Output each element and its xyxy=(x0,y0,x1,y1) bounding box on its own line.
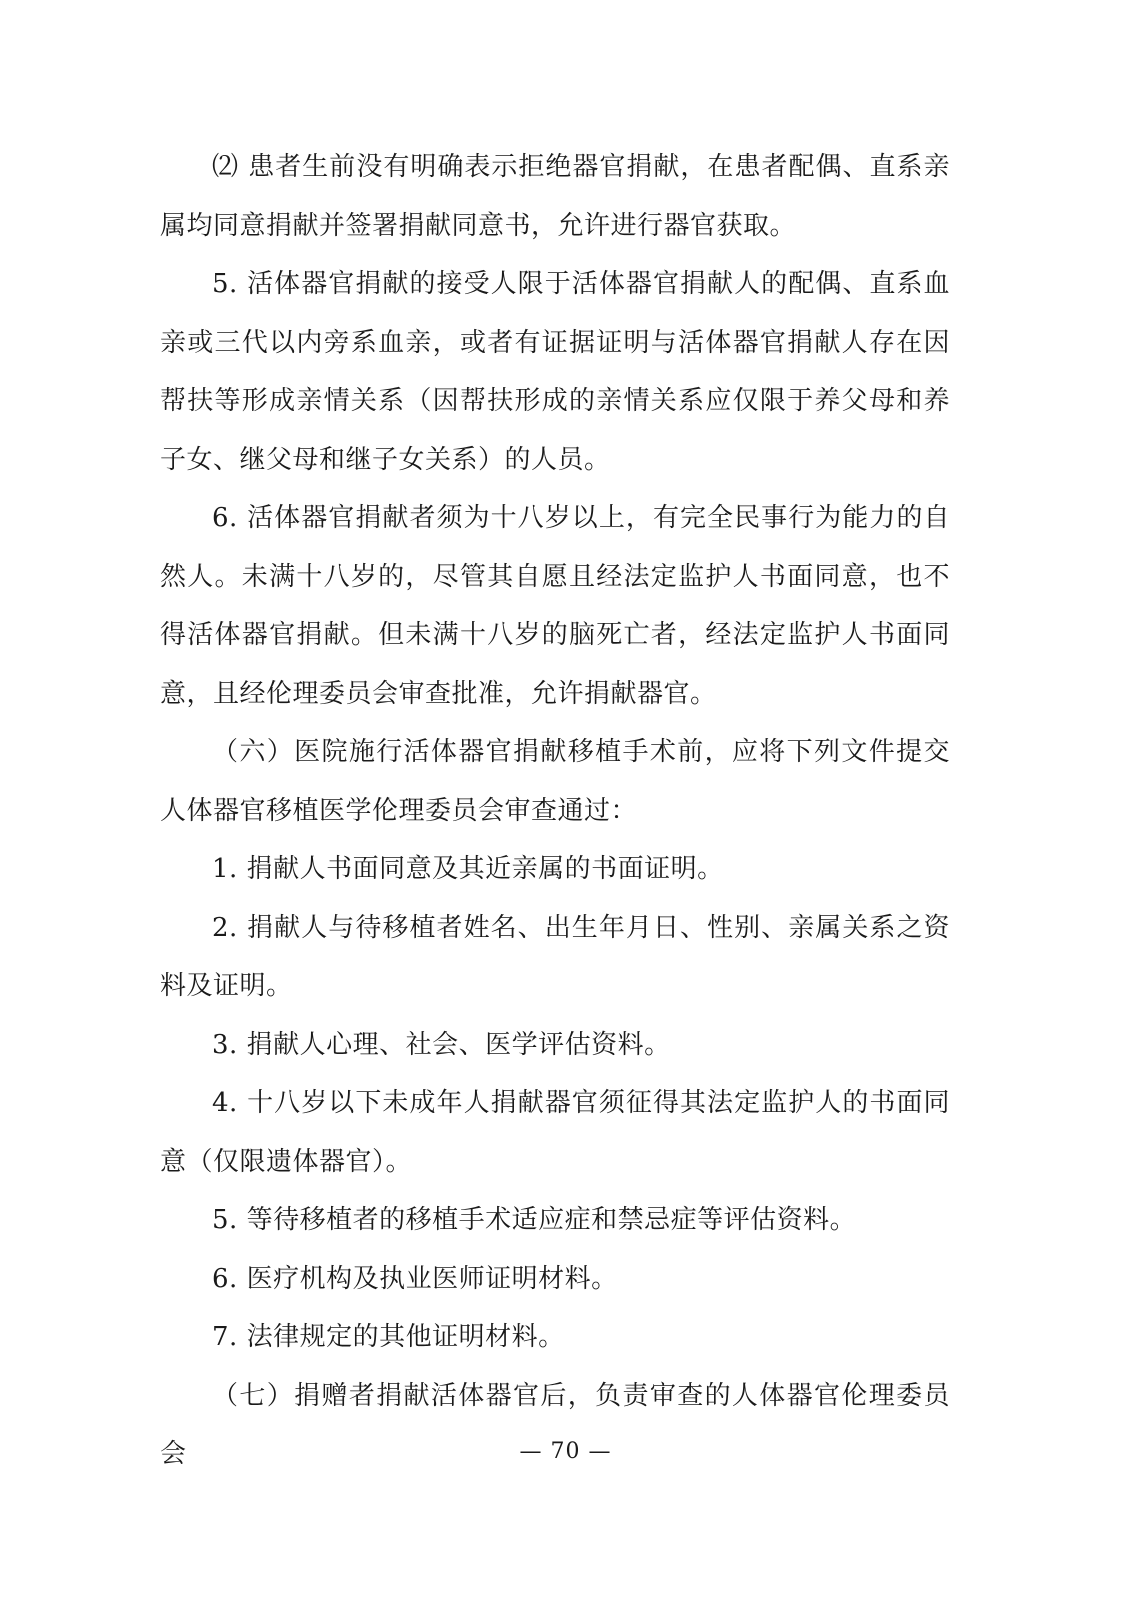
list-item-document-6: 6. 医疗机构及执业医师证明材料。 xyxy=(212,1263,618,1294)
paragraph-section-seven-heading: （七）捐赠者捐献活体器官后，负责审查的人体器官伦理委员会 xyxy=(160,1380,950,1469)
paragraph-donor-age: 6. 活体器官捐献者须为十八岁以上，有完全民事行为能力的自然人。未满十八岁的，尽管其自愿且经法定监护人书面同意，也不得活体器官捐献。但未满十八岁的脑死亡者，经法定监护人书面同意，且经伦理委员会审查批准，允许捐献器官。 xyxy=(160,503,950,709)
paragraph-recipient-scope: 5. 活体器官捐献的接受人限于活体器官捐献人的配偶、直系血亲或三代以内旁系血亲，或者有证据证明与活体器官捐献人存在因帮扶等形成亲情关系（因帮扶形成的亲情关系应仅限于养父母和养子女、继父母和继子女关系）的人员。 xyxy=(160,269,950,475)
list-item-document-1: 1. 捐献人书面同意及其近亲属的书面证明。 xyxy=(212,854,724,884)
list-item-document-5: 5. 等待移植者的移植手术适应症和禁忌症等评估资料。 xyxy=(212,1205,857,1235)
paragraph-section-six-heading: （六）医院施行活体器官捐献移植手术前，应将下列文件提交人体器官移植医学伦理委员会审查通过： xyxy=(160,737,950,826)
list-item-document-3: 3. 捐献人心理、社会、医学评估资料。 xyxy=(212,1029,671,1060)
list-item-document-2: 2. 捐献人与待移植者姓名、出生年月日、性别、亲属关系之资料及证明。 xyxy=(160,912,950,1001)
list-item-document-7: 7. 法律规定的其他证明材料。 xyxy=(212,1322,565,1352)
paragraph-consent-next-of-kin: ⑵ 患者生前没有明确表示拒绝器官捐献，在患者配偶、直系亲属均同意捐献并签署捐献同意书，允许进行器官获取。 xyxy=(160,152,950,241)
list-item-document-4: 4. 十八岁以下未成年人捐献器官须征得其法定监护人的书面同意（仅限遗体器官）。 xyxy=(160,1088,950,1177)
body-text xyxy=(160,138,950,1484)
page-number: — 70 — xyxy=(519,1439,612,1464)
